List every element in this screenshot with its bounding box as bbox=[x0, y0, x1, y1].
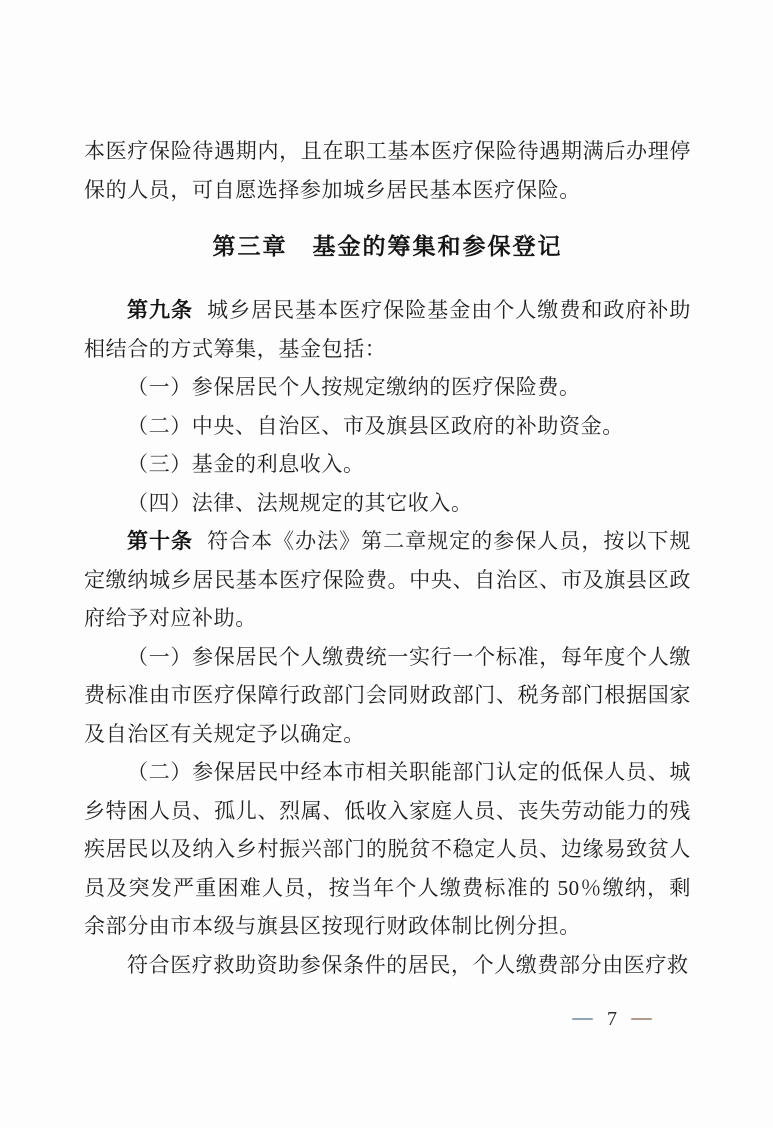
paragraph-continuation: 本医疗保险待遇期内，且在职工基本医疗保险待遇期满后办理停保的人员，可自愿选择参加城乡居民基本医疗保险。 bbox=[84, 139, 691, 202]
page-number-dash-left bbox=[572, 1018, 593, 1020]
chapter-heading: 第三章 基金的筹集和参保登记 bbox=[212, 233, 563, 259]
list-item-1: （一）参保居民个人按规定缴纳的医疗保险费。 bbox=[127, 375, 581, 399]
paragraph-text: 符合本《办法》第二章规定的参保人员，按以下规定缴纳城乡居民基本医疗保险费。中央、自治区、市及旗县区政府给予对应补助。 bbox=[84, 529, 691, 630]
page-number-dash-right bbox=[631, 1018, 652, 1020]
article-number-label: 第十条 bbox=[127, 529, 194, 553]
page-number: 7 bbox=[607, 1008, 617, 1030]
paragraph-article-10 bbox=[84, 522, 691, 638]
article-number-label: 第九条 bbox=[127, 298, 194, 322]
paragraph-text: 城乡居民基本医疗保险基金由个人缴费和政府补助相结合的方式筹集，基金包括： bbox=[84, 298, 691, 361]
sub-item-1: （一）参保居民个人缴费统一实行一个标准，每年度个人缴费标准由市医疗保障行政部门会同财政部门、税务部门根据国家及自治区有关规定予以确定。 bbox=[84, 644, 691, 746]
paragraph-article-9 bbox=[84, 291, 691, 368]
list-item-3: （三）基金的利息收入。 bbox=[127, 452, 365, 476]
page-footer bbox=[572, 1005, 652, 1033]
paragraph-truncated: 符合医疗救助资助参保条件的居民，个人缴费部分由医疗救 bbox=[127, 952, 689, 977]
list-item-2: （二）中央、自治区、市及旗县区政府的补助资金。 bbox=[127, 413, 624, 438]
sub-item-2: （二）参保居民中经本市相关职能部门认定的低保人员、城乡特困人员、孤儿、烈属、低收入家庭人员、丧失劳动能力的残疾居民以及纳入乡村振兴部门的脱贫不稳定人员、边缘易致贫人员及突发严重困难人员，按当年个人缴费标准的 50％缴纳，剩余部分由市本级与旗县区按现行财政体制比例分担。 bbox=[84, 760, 691, 938]
list-item-4: （四）法律、法规规定的其它收入。 bbox=[127, 490, 473, 515]
document-body bbox=[84, 132, 691, 984]
